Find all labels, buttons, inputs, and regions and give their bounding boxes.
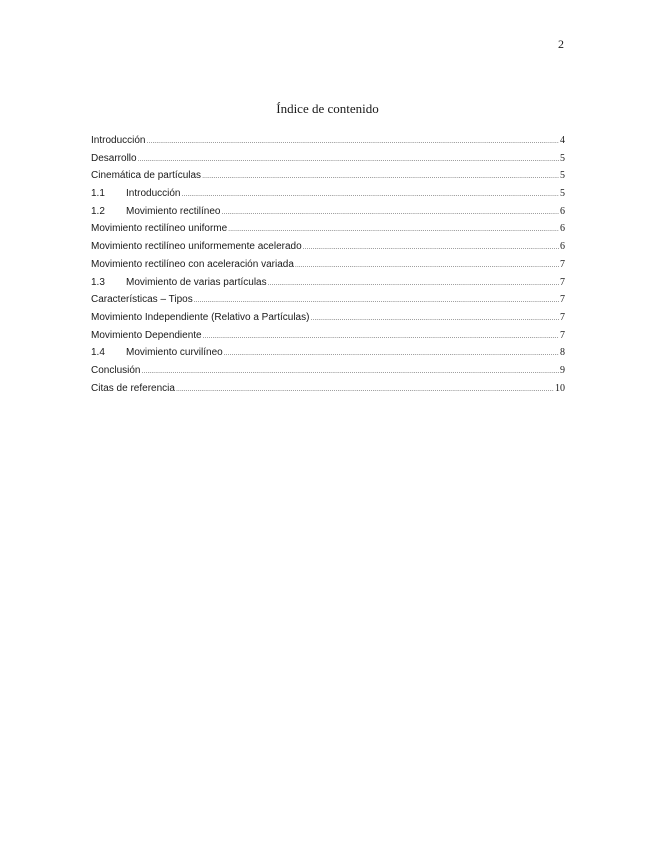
toc-entry-page: 7	[560, 329, 565, 341]
toc-dot-leader	[221, 204, 559, 222]
page-number: 2	[558, 37, 564, 51]
toc-dot-leader	[194, 292, 559, 310]
toc-entry-page: 6	[560, 223, 565, 235]
toc-title: Índice de contenido	[276, 101, 379, 116]
toc-entry-page: 6	[560, 205, 565, 217]
toc-entry[interactable]	[91, 344, 565, 362]
toc-entry-title: Características – Tipos	[91, 294, 193, 306]
toc-entry[interactable]	[91, 203, 565, 221]
toc-entry[interactable]	[91, 291, 565, 309]
toc-entry-page: 5	[560, 170, 565, 182]
toc-dot-leader	[310, 310, 559, 328]
toc-entry-title: Introducción	[126, 188, 181, 200]
toc-entry[interactable]	[91, 362, 565, 380]
toc-dot-leader	[268, 275, 559, 293]
toc-dot-leader	[224, 345, 559, 363]
toc-dot-leader	[138, 151, 559, 169]
toc-entry-page: 10	[555, 382, 565, 394]
toc-entry[interactable]	[91, 309, 565, 327]
toc-dot-leader	[228, 221, 559, 239]
toc-entry-number: 1.1	[91, 188, 105, 200]
toc-entry-page: 7	[560, 294, 565, 306]
toc-entry-title: Movimiento de varias partículas	[126, 276, 267, 288]
toc-entry-page: 5	[560, 152, 565, 164]
toc-entry-page: 7	[560, 276, 565, 288]
toc-dot-leader	[303, 239, 559, 257]
toc-entry-title: Cinemática de partículas	[91, 170, 202, 182]
toc-entry[interactable]	[91, 220, 565, 238]
toc-entry[interactable]	[91, 132, 565, 150]
toc-entry[interactable]	[91, 256, 565, 274]
toc-entry-page: 8	[560, 347, 565, 359]
toc-dot-leader	[146, 133, 559, 151]
toc-entry-title: Citas de referencia	[91, 382, 175, 394]
toc-dot-leader	[202, 168, 559, 186]
toc-dot-leader	[203, 328, 559, 346]
toc-entry[interactable]	[91, 185, 565, 203]
toc-dot-leader	[181, 186, 559, 204]
toc-entry[interactable]	[91, 327, 565, 345]
toc-dot-leader	[141, 363, 559, 381]
toc-entry-number: 1.2	[91, 205, 105, 217]
toc-entry-page: 4	[560, 135, 565, 146]
table-of-contents	[91, 132, 565, 397]
toc-entry-title: Movimiento Dependiente	[91, 329, 202, 341]
toc-dot-leader	[295, 257, 559, 275]
toc-entry[interactable]	[91, 380, 565, 398]
toc-entry-title: Movimiento rectilíneo uniformemente acelerado	[91, 241, 302, 253]
toc-dot-leader	[176, 381, 554, 399]
toc-entry-number: 1.3	[91, 276, 105, 288]
toc-entry-page: 9	[560, 364, 565, 376]
toc-entry-title: Movimiento rectilíneo uniforme	[91, 223, 228, 235]
toc-entry[interactable]	[91, 238, 565, 256]
toc-entry-title: Movimiento curvilíneo	[126, 347, 223, 359]
toc-entry-page: 7	[560, 258, 565, 270]
toc-entry[interactable]	[91, 167, 565, 185]
toc-entry-title: Conclusión	[91, 364, 141, 376]
toc-entry-number: 1.4	[91, 347, 105, 359]
toc-entry-page: 6	[560, 241, 565, 253]
toc-entry[interactable]	[91, 274, 565, 292]
toc-entry-title: Introducción	[91, 135, 146, 146]
toc-entry-page: 7	[560, 311, 565, 323]
toc-entry-title: Desarrollo	[91, 152, 137, 164]
toc-entry-page: 5	[560, 188, 565, 200]
toc-entry-title: Movimiento rectilíneo	[126, 205, 221, 217]
toc-entry-title: Movimiento rectilíneo con aceleración variada	[91, 258, 294, 270]
toc-entry[interactable]	[91, 150, 565, 168]
toc-entry-title: Movimiento Independiente (Relativo a Partículas)	[91, 311, 310, 323]
